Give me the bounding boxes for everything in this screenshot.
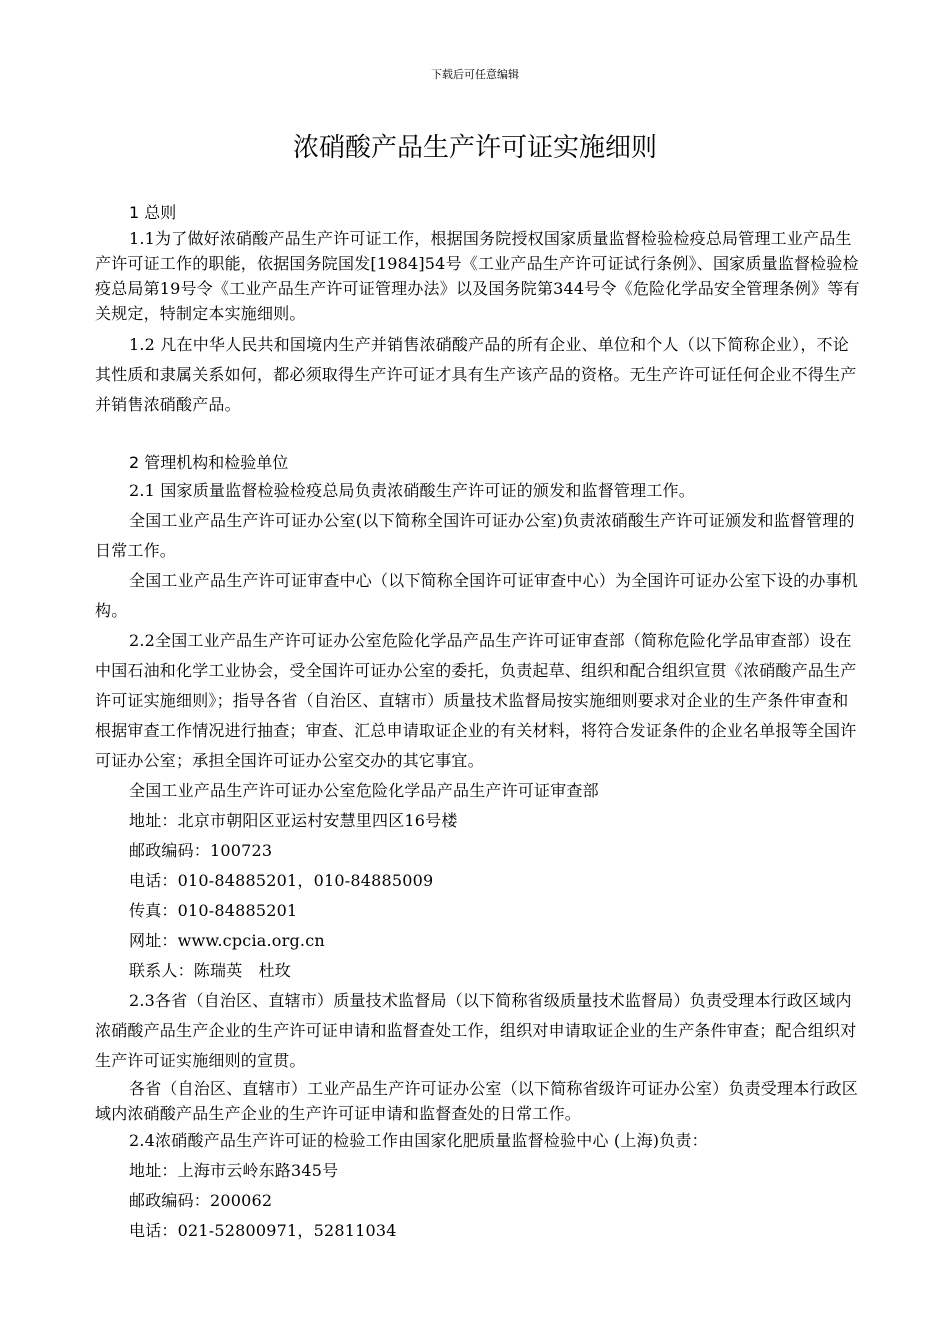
review-dept-name: 全国工业产品生产许可证办公室危险化学品产品生产许可证审查部	[129, 781, 599, 800]
paragraph-2-3: 2.3各省（自治区、直辖市）质量技术监督局（以下简称省级质量技术监督局）负责受理本行政区域内浓硝酸产品生产企业的生产许可证申请和监督查处工作，组织对申请取证企业的生产条件审查；配合组织对生产许可证实施细则的宣贯。	[95, 991, 857, 1070]
header-note: 下载后可任意编辑	[431, 68, 519, 81]
document-title: 浓硝酸产品生产许可证实施细则	[292, 133, 657, 163]
document-body	[95, 200, 863, 1246]
review-dept-address: 地址：北京市朝阳区亚运村安慧里四区16号楼	[129, 811, 458, 830]
section-heading-general: 1 总则	[129, 203, 177, 222]
review-dept-phone: 电话：010-84885201，010-84885009	[129, 871, 434, 890]
paragraph-2-1: 2.1 国家质量监督检验检疫总局负责浓硝酸生产许可证的颁发和监督管理工作。	[129, 481, 695, 500]
review-dept-fax: 传真：010-84885201	[129, 901, 298, 920]
paragraph-2-1-center: 全国工业产品生产许可证审查中心（以下简称全国许可证审查中心）为全国许可证办公室下设的办事机构。	[95, 571, 859, 620]
section-heading-management: 2 管理机构和检验单位	[129, 453, 289, 472]
review-dept-postcode: 邮政编码：100723	[129, 841, 273, 860]
paragraph-1-2: 1.2 凡在中华人民共和国境内生产并销售浓硝酸产品的所有企业、单位和个人（以下简称企业），不论其性质和隶属关系如何，都必须取得生产许可证才具有生产该产品的资格。无生产许可证任何企业不得生产并销售浓硝酸产品。	[95, 335, 857, 414]
inspection-center-phone: 电话：021-52800971，52811034	[129, 1221, 397, 1240]
paragraph-2-3-office: 各省（自治区、直辖市）工业产品生产许可证办公室（以下简称省级许可证办公室）负责受理本行政区域内浓硝酸产品生产企业的生产许可证申请和监督查处的日常工作。	[95, 1079, 859, 1123]
paragraph-1-1: 1.1为了做好浓硝酸产品生产许可证工作，根据国务院授权国家质量监督检验检疫总局管理工业产品生产许可证工作的职能，依据国务院国发[1984]54号《工业产品生产许可证试行条例》、国家质量监督检验检疫总局第19号令《工业产品生产许可证管理办法》以及国务院第344号令《危险化学品安全管理条例》等有关规定，特制定本实施细则。	[95, 229, 860, 323]
inspection-center-address: 地址：上海市云岭东路345号	[129, 1161, 339, 1180]
paragraph-2-1-office: 全国工业产品生产许可证办公室(以下简称全国许可证办公室)负责浓硝酸生产许可证颁发和监督管理的日常工作。	[95, 511, 855, 560]
paragraph-2-4: 2.4浓硝酸产品生产许可证的检验工作由国家化肥质量监督检验中心 (上海)负责：	[129, 1131, 708, 1150]
paragraph-2-2: 2.2全国工业产品生产许可证办公室危险化学品产品生产许可证审查部（简称危险化学品审查部）设在中国石油和化学工业协会，受全国许可证办公室的委托，负责起草、组织和配合组织宣贯《浓硝酸产品生产许可证实施细则》；指导各省（自治区、直辖市）质量技术监督局按实施细则要求对企业的生产条件审查和根据审查工作情况进行抽查；审查、汇总申请取证企业的有关材料，将符合发证条件的企业名单报等全国许可证办公室；承担全国许可证办公室交办的其它事宜。	[95, 631, 857, 770]
inspection-center-postcode: 邮政编码：200062	[129, 1191, 273, 1210]
review-dept-contacts: 联系人：陈瑞英 杜玫	[129, 961, 292, 980]
review-dept-website: 网址：www.cpcia.org.cn	[129, 931, 325, 950]
